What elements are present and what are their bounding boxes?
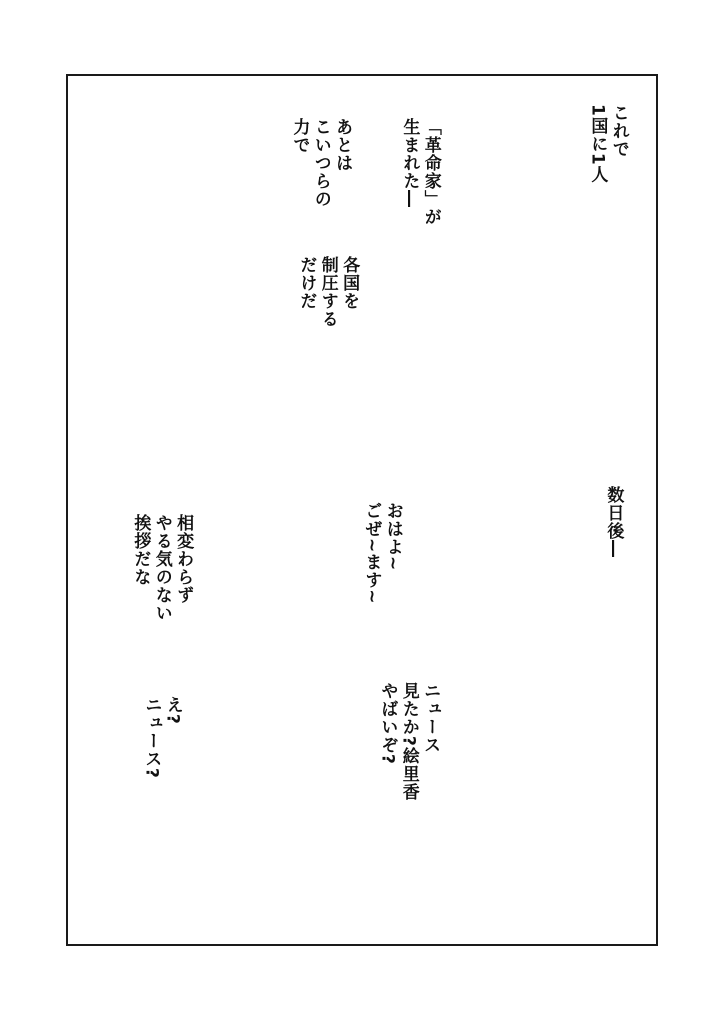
speech-line: やる気のない — [151, 514, 172, 622]
speech-line: こいつらの — [310, 118, 331, 208]
speech-line: え? — [162, 696, 183, 725]
speech-bubble-ato-wa — [290, 118, 351, 208]
speech-line: 生まれた― — [399, 118, 420, 208]
speech-line: ごぜ~ます~ — [361, 502, 382, 605]
speech-line: おはよ~ — [382, 502, 403, 572]
speech-line: あとは — [332, 118, 353, 172]
speech-line: 制圧する — [317, 256, 338, 328]
speech-line: 挨拶だな — [130, 514, 151, 586]
speech-line: 相変わらず — [173, 514, 194, 604]
speech-line: だけだ — [296, 256, 317, 310]
speech-line: 見たか?絵里香 — [398, 682, 419, 801]
speech-line: 力で — [289, 118, 310, 154]
speech-bubble-aikawarazu — [131, 514, 192, 622]
speech-line: 「革命家」が — [420, 118, 441, 226]
speech-line: ニュース? — [141, 696, 162, 779]
speech-line: これで — [608, 104, 629, 158]
speech-line: やばいぞ? — [377, 682, 398, 765]
speech-line: 各国を — [339, 256, 360, 310]
speech-line: ニュース — [420, 682, 441, 754]
speech-bubble-news — [378, 682, 439, 801]
narration-suujitsu-go — [604, 486, 622, 558]
speech-bubble-kore-de — [588, 104, 628, 184]
speech-bubble-kakumeika — [400, 118, 440, 226]
speech-bubble-kakkoku — [297, 256, 358, 328]
speech-bubble-ohayo — [362, 502, 402, 605]
speech-line: 1国に1人 — [587, 104, 608, 184]
narration-line: 数日後― — [603, 486, 624, 558]
speech-bubble-e-news — [142, 696, 182, 779]
